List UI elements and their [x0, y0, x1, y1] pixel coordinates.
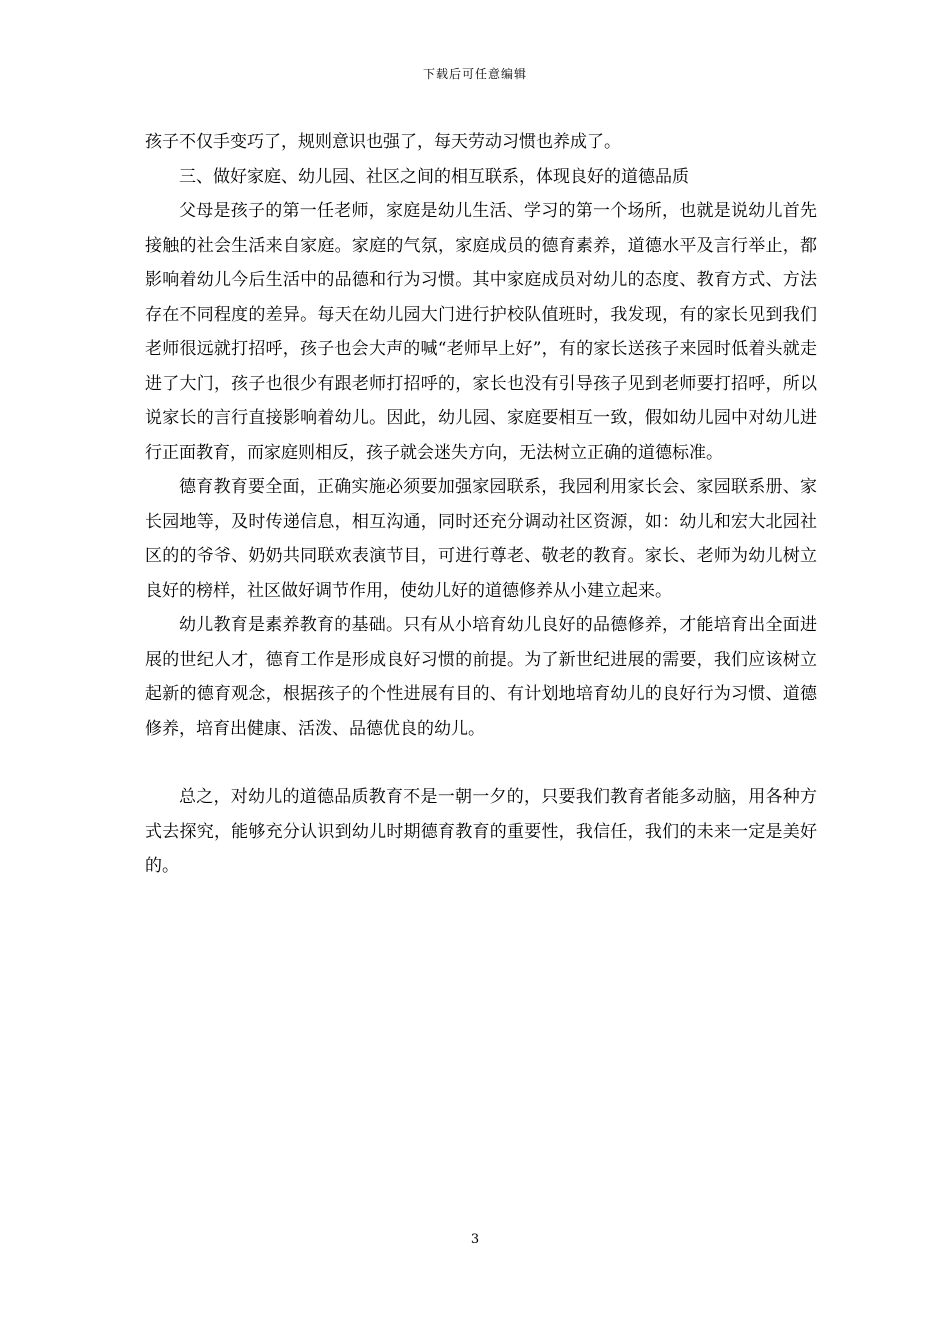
paragraph-quality-education: 幼儿教育是素养教育的基础。只有从小培育幼儿良好的品德修养，才能培育出全面进展的世纪人才，德育工作是形成良好习惯的前提。为了新世纪进展的需要，我们应该树立起新的德育观念，根据孩子的个性进展有目的、有计划地培育幼儿的良好行为习惯、道德修养，培育出健康、活泼、品德优良的幼儿。	[145, 615, 817, 739]
page-header-note: 下载后可任意编辑	[422, 67, 527, 81]
page-number: 3	[470, 1232, 480, 1247]
section-heading: 三、做好家庭、幼儿园、社区之间的相互联系，体现良好的道德品质	[179, 166, 689, 187]
document-body	[145, 125, 817, 884]
paragraph-family-influence: 父母是孩子的第一任老师，家庭是幼儿生活、学习的第一个场所，也就是说幼儿首先接触的社会生活来自家庭。家庭的气氛，家庭成员的德育素养，道德水平及言行举止，都影响着幼儿今后生活中的品德和行为习惯。其中家庭成员对幼儿的态度、教育方式、方法存在不同程度的差异。每天在幼儿园大门进行护校队值班时，我发现，有的家长见到我们老师很远就打招呼，孩子也会大声的喊“老师早上好”，有的家长送孩子来园时低着头就走进了大门，孩子也很少有跟老师打招呼的，家长也没有引导孩子见到老师要打招呼，所以说家长的言行直接影响着幼儿。因此，幼儿园、家庭要相互一致，假如幼儿园中对幼儿进行正面教育，而家庭则相反，孩子就会迷失方向，无法树立正确的道德标准。	[145, 201, 817, 463]
paragraph-home-school-connection: 德育教育要全面，正确实施必须要加强家园联系，我园利用家长会、家园联系册、家长园地等，及时传递信息，相互沟通，同时还充分调动社区资源，如：幼儿和宏大北园社区的的爷爷、奶奶共同联欢表演节目，可进行尊老、敬老的教育。家长、老师为幼儿树立良好的榜样，社区做好调节作用，使幼儿好的道德修养从小建立起来。	[145, 477, 817, 601]
paragraph-continuation: 孩子不仅手变巧了，规则意识也强了，每天劳动习惯也养成了。	[145, 132, 621, 152]
paragraph-gap	[145, 746, 817, 780]
paragraph-conclusion: 总之，对幼儿的道德品质教育不是一朝一夕的，只要我们教育者能多动脑，用各种方式去探究，能够充分认识到幼儿时期德育教育的重要性，我信任，我们的未来一定是美好的。	[145, 787, 817, 876]
